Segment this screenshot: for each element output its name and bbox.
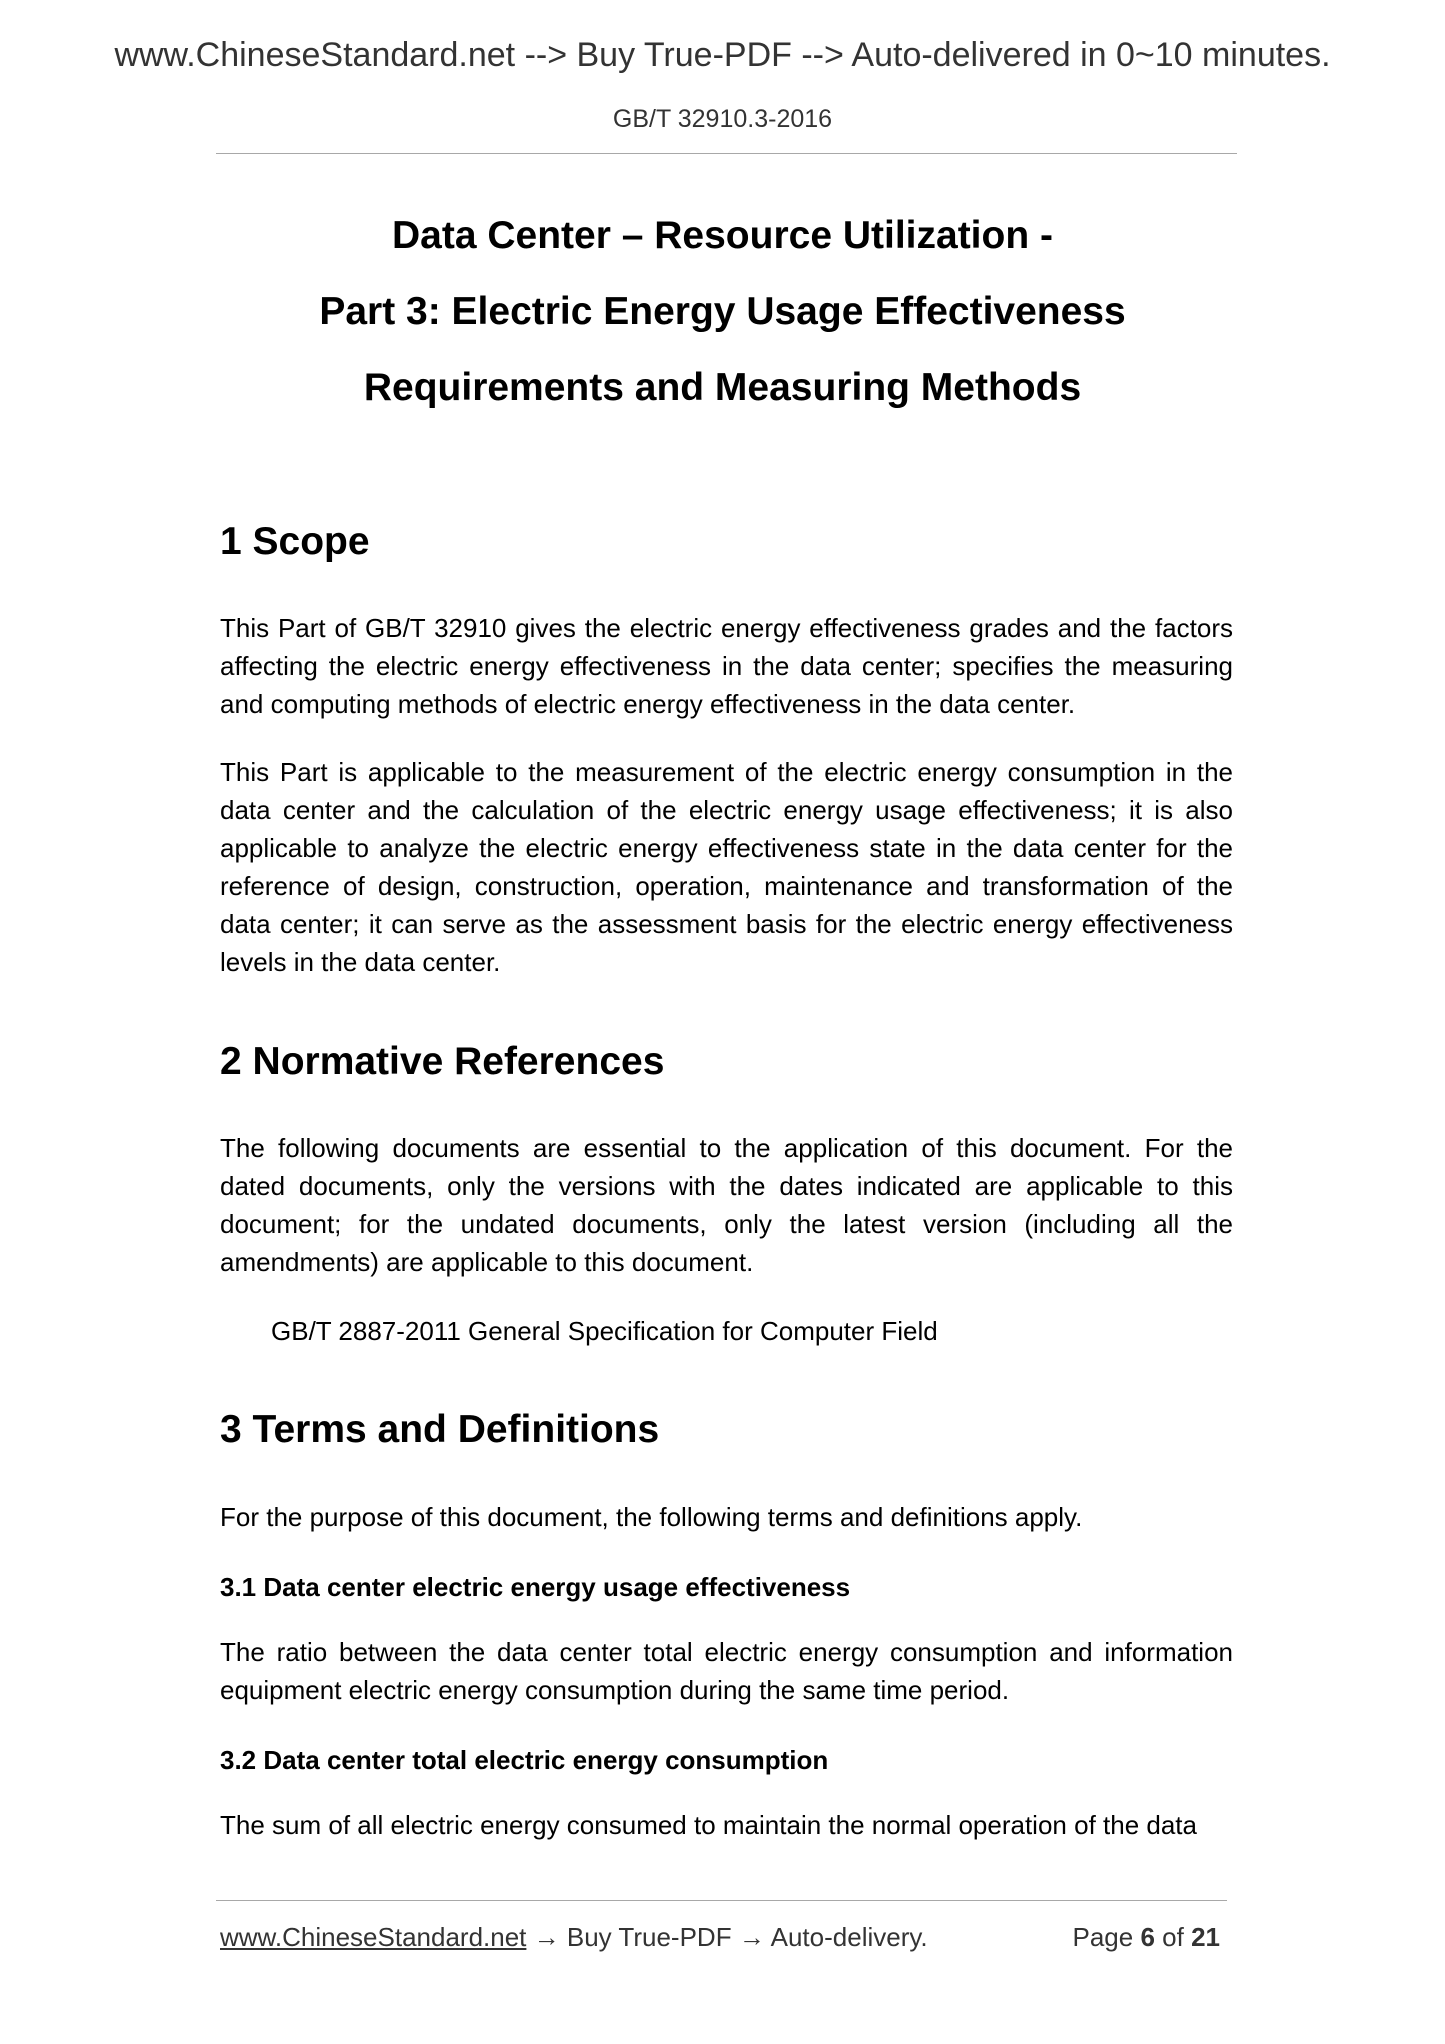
footer-link[interactable]: www.ChineseStandard.net bbox=[220, 1922, 527, 1952]
page-label: Page bbox=[1072, 1922, 1134, 1952]
page-current: 6 bbox=[1140, 1922, 1155, 1952]
scope-paragraph-1: This Part of GB/T 32910 gives the electric energy effectiveness grades and the factors affecting the electric energy effectiveness in the data center; specifies the measuring and computing methods of electric energy effectiveness in the data center. bbox=[220, 613, 1233, 719]
term-3-1-definition: The ratio between the data center total electric energy consumption and information equipment electric energy consumption during the same time period. bbox=[220, 1637, 1233, 1705]
section-heading-references: 2 Normative References bbox=[220, 1040, 665, 1083]
footer-divider bbox=[216, 1900, 1227, 1901]
footer-buy-text: Buy True-PDF bbox=[566, 1922, 732, 1952]
arrow-right-icon: → bbox=[533, 1922, 560, 1952]
section-heading-terms: 3 Terms and Definitions bbox=[220, 1408, 660, 1451]
references-paragraph: The following documents are essential to the application of this document. For the dated documents, only the versions with the dates indicated are applicable to this document; for the undated documents, only the latest version (including all the amendments) are applicable to this document. bbox=[220, 1133, 1233, 1277]
term-3-2-title: 3.2 Data center total electric energy consumption bbox=[220, 1745, 829, 1775]
of-label: of bbox=[1162, 1922, 1184, 1952]
reference-item: GB/T 2887-2011 General Specification for Computer Field bbox=[271, 1316, 938, 1346]
header-divider bbox=[216, 153, 1237, 154]
title-line-2: Part 3: Electric Energy Usage Effectiveness bbox=[319, 290, 1126, 333]
footer-delivery-text: Auto-delivery. bbox=[770, 1922, 928, 1952]
arrow-right-icon: → bbox=[738, 1922, 765, 1952]
section-heading-scope: 1 Scope bbox=[220, 520, 370, 563]
term-3-2-definition: The sum of all electric energy consumed to maintain the normal operation of the data bbox=[220, 1810, 1197, 1840]
title-line-1: Data Center – Resource Utilization - bbox=[392, 214, 1053, 257]
terms-intro: For the purpose of this document, the following terms and definitions apply. bbox=[220, 1502, 1083, 1532]
title-line-3: Requirements and Measuring Methods bbox=[363, 366, 1082, 409]
page-indicator bbox=[1072, 1922, 1220, 1953]
top-banner[interactable]: www.ChineseStandard.net --> Buy True-PDF --> Auto-delivered in 0~10 minutes. bbox=[114, 36, 1331, 74]
scope-paragraph-2: This Part is applicable to the measurement of the electric energy consumption in the data center and the calculation of the electric energy usage effectiveness; it is also applicable to analyze the electric energy effectiveness state in the data center for the reference of design, construction, operation, maintenance and transformation of the data center; it can serve as the assessment basis for the electric energy effectiveness levels in the data center. bbox=[220, 757, 1233, 977]
page-total: 21 bbox=[1191, 1922, 1220, 1952]
footer-left bbox=[220, 1922, 928, 1953]
standard-code: GB/T 32910.3-2016 bbox=[612, 105, 833, 133]
term-3-1-title: 3.1 Data center electric energy usage effectiveness bbox=[220, 1572, 851, 1602]
